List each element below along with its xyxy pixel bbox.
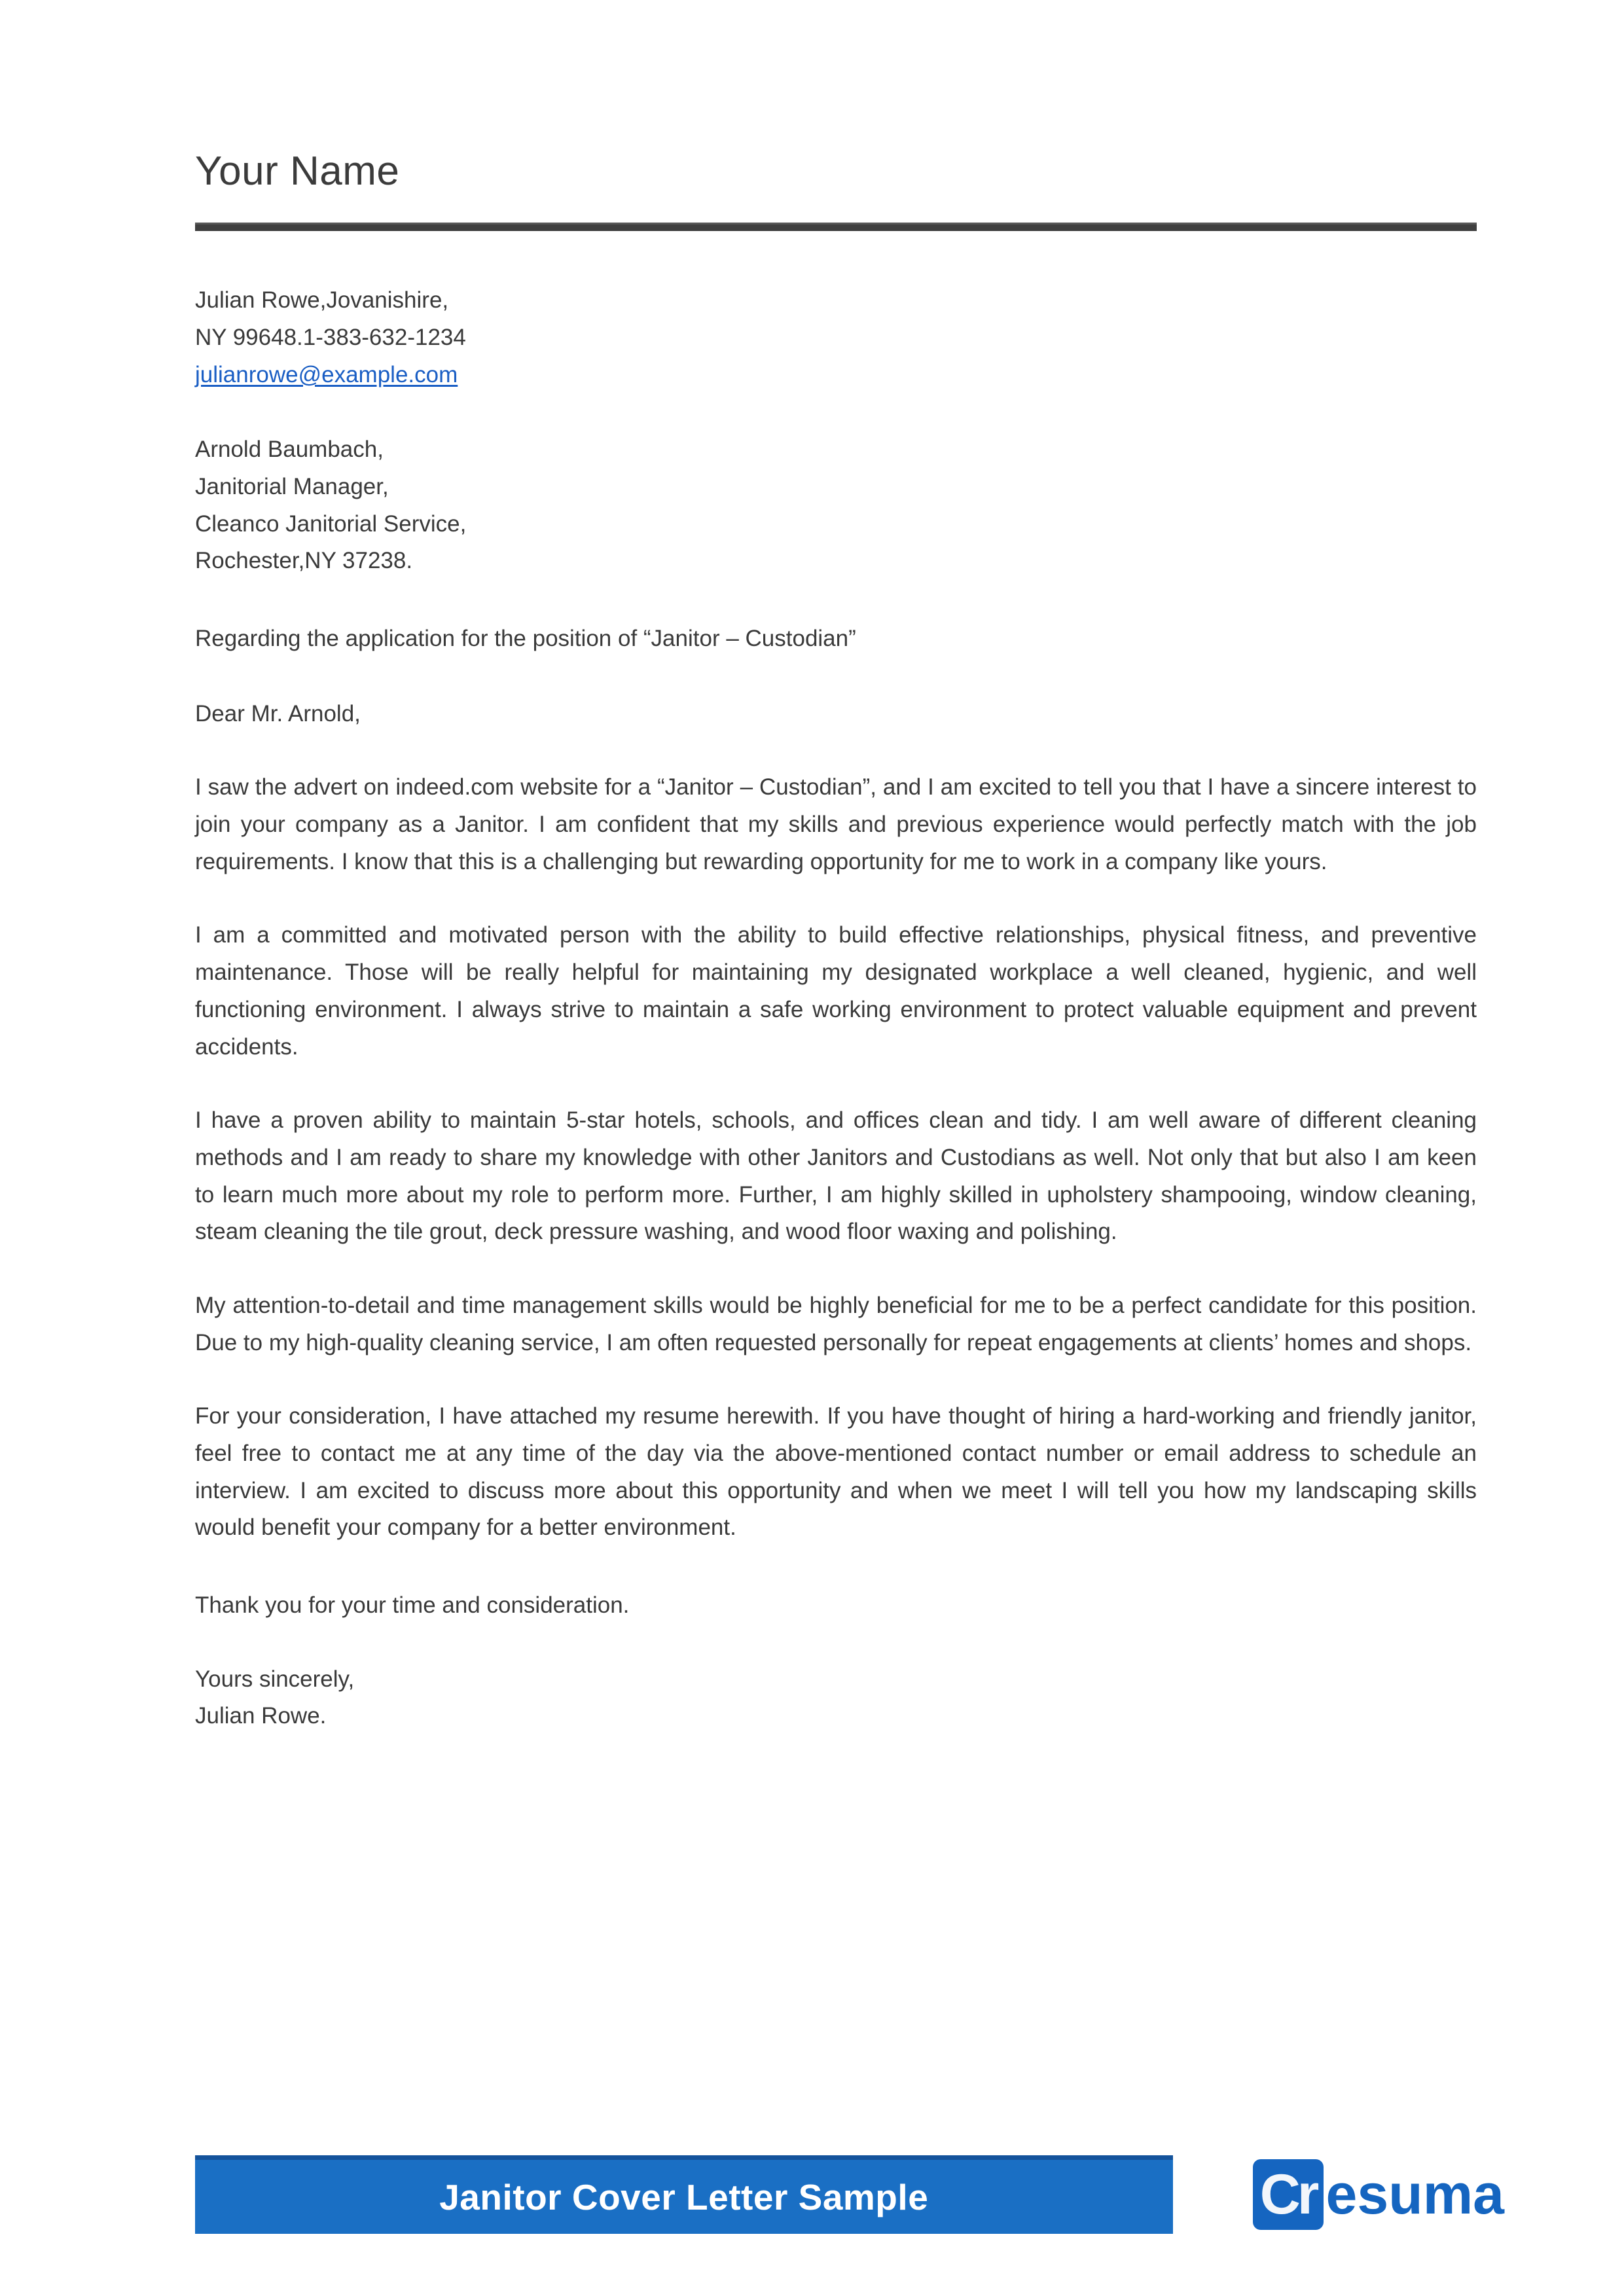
closing-thanks: Thank you for your time and consideration.	[195, 1592, 630, 1619]
cresuma-logo[interactable]	[1253, 2159, 1505, 2230]
body-paragraph: For your consideration, I have attached my resume herewith. If you have thought of hiring a hard-working and friendly janitor, feel free to contact me at any time of the day via the above-mentioned contact number or email address to schedule an interview. I am excited to discuss more about this opportunity and when we meet I will tell you how my landscaping skills would benefit your company for a better environment.	[195, 1403, 1477, 1541]
sender-address-line: NY 99648.1-383-632-1234	[195, 324, 466, 350]
recipient-address-block	[195, 431, 1477, 580]
body-paragraph: I am a committed and motivated person with the ability to build effective relationships, physical fitness, and preventive maintenance. Those will be really helpful for maintaining my designated workplace a well cleaned, hygienic, and well functioning environment. I always strive to maintain a safe working environment to protect valuable equipment and prevent accidents.	[195, 922, 1477, 1060]
cresuma-logo-mark-text: Cr	[1259, 2163, 1316, 2226]
recipient-address-line: Rochester,NY 37238.	[195, 548, 413, 574]
signoff-block	[195, 1661, 1477, 1735]
letter-header	[195, 0, 1477, 231]
header-divider	[195, 223, 1477, 231]
signature-name: Julian Rowe.	[195, 1703, 327, 1729]
body-paragraph: I have a proven ability to maintain 5-star hotels, schools, and offices clean and tidy. I am well aware of different cleaning methods and I am ready to share my knowledge with other Janitors and Custodians as well. Not only that but also I am keen to learn much more about my role to perform more. Further, I am highly skilled in upholstery shampooing, window cleaning, steam cleaning the tile grout, deck pressure washing, and wood floor waxing and polishing.	[195, 1107, 1477, 1245]
page-title: Your Name	[195, 149, 400, 194]
cresuma-logo-wordmark: esuma	[1326, 2163, 1504, 2226]
sender-email-line	[195, 357, 1477, 394]
sample-title-text: Janitor Cover Letter Sample	[439, 2176, 929, 2217]
body-paragraph: I saw the advert on indeed.com website for a “Janitor – Custodian”, and I am excited to tell you that I have a sincere interest to join your company as a Janitor. I am confident that my skills and previous experience would perfectly match with the job requirements. I know that this is a challenging but rewarding opportunity for me to work in a company like yours.	[195, 774, 1477, 874]
signoff-line: Yours sincerely,	[195, 1666, 355, 1692]
body-paragraph: My attention-to-detail and time management skills would be highly beneficial for me to be a perfect candidate for this position. Due to my high-quality cleaning service, I am often requested personally for repeat engagements at clients’ homes and shops.	[195, 1292, 1477, 1355]
recipient-address-line: Cleanco Janitorial Service,	[195, 511, 467, 537]
sender-email-link[interactable]: julianrowe@example.com	[195, 361, 458, 387]
letter-content	[195, 0, 1477, 1735]
cresuma-logo-mark-icon	[1253, 2159, 1324, 2230]
salutation: Dear Mr. Arnold,	[195, 700, 361, 726]
sample-title-banner	[195, 2155, 1173, 2234]
recipient-address-line: Janitorial Manager,	[195, 473, 389, 499]
subject-line: Regarding the application for the position of “Janitor – Custodian”	[195, 626, 856, 651]
recipient-address-line: Arnold Baumbach,	[195, 437, 384, 463]
sender-address-line: Julian Rowe,Jovanishire,	[195, 287, 449, 314]
page-footer	[195, 2149, 1504, 2240]
sender-address-block	[195, 282, 1477, 393]
